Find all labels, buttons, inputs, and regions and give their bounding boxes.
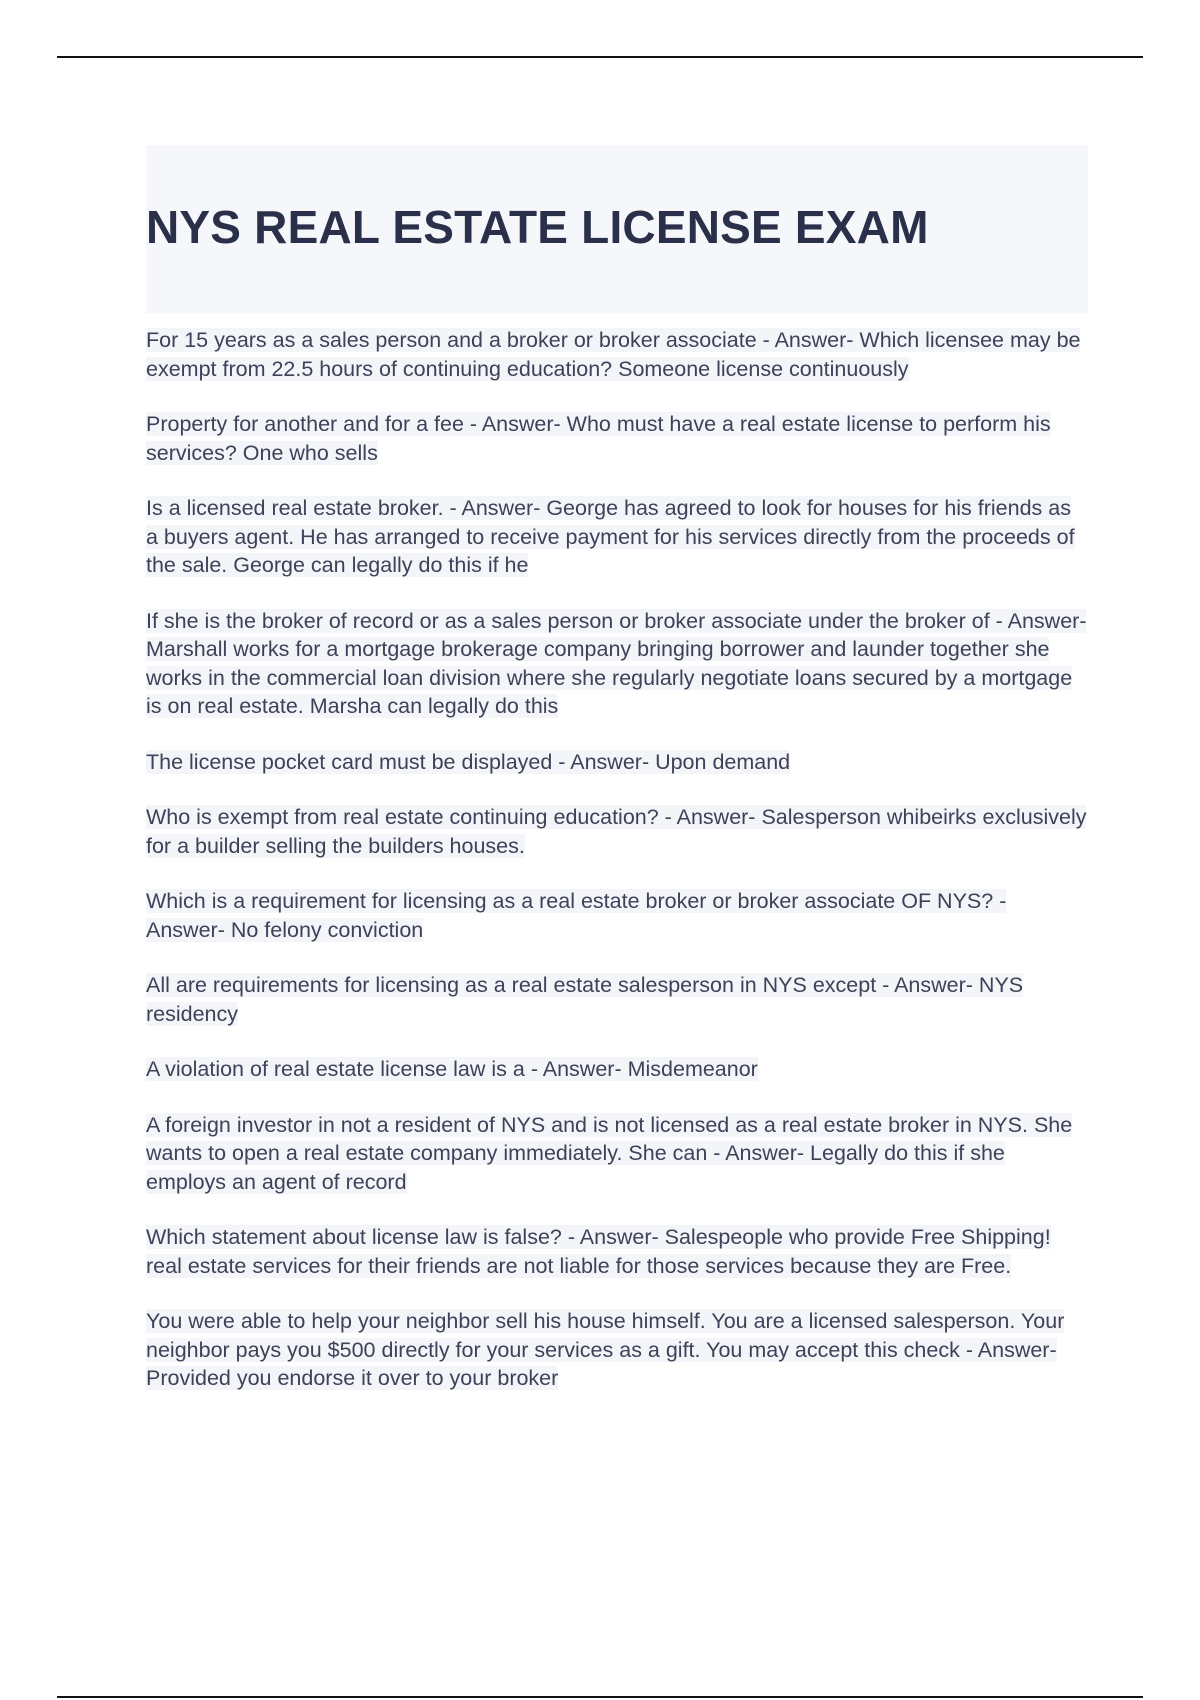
qa-item [146,748,1088,777]
qa-item [146,803,1088,860]
qa-item [146,607,1088,721]
qa-item [146,887,1088,944]
qa-text: Is a licensed real estate broker. - Answer- George has agreed to look for houses for his friends as a buyers agent. He has arranged to receive payment for his services directly from the proceeds of the sale. George can legally do this if he [146,496,1075,577]
document-title: NYS REAL ESTATE LICENSE EXAM [146,201,929,253]
qa-text: If she is the broker of record or as a sales person or broker associate under the broker of - Answer- Marshall works for a mortgage brokerage company bringing borrower and launder together she works in the commercial loan division where she regularly negotiate loans secured by a mortgage is on real estate. Marsha can legally do this [146,608,1087,718]
qa-item [146,971,1088,1028]
top-rule [57,56,1143,58]
qa-text: You were able to help your neighbor sell his house himself. You are a licensed salesperson. Your neighbor pays you $500 directly for your services as a gift. You may accept this check - Answer- Provided you endorse it over to your broker [146,1309,1065,1390]
qa-text: A foreign investor in not a resident of NYS and is not licensed as a real estate broker in NYS. She wants to open a real estate company immediately. She can - Answer- Legally do this if she employs an agent of record [146,1112,1073,1194]
qa-text: The license pocket card must be displayed - Answer- Upon demand [146,749,791,774]
qa-item [146,326,1088,383]
qa-text: Who is exempt from real estate continuing education? - Answer- Salesperson whibeirks exclusively for a builder selling the builders houses. [146,805,1087,858]
qa-text: Which statement about license law is false? - Answer- Salespeople who provide Free Shipping! real estate services for their friends are not liable for those services because they are Free. [146,1225,1051,1278]
document-body [146,145,1088,1420]
qa-item [146,410,1088,467]
qa-item [146,1307,1088,1393]
qa-text: For 15 years as a sales person and a broker or broker associate - Answer- Which licensee may be exempt from 22.5 hours of continuing education? Someone license continuously [146,328,1081,381]
qa-text: Property for another and for a fee - Answer- Who must have a real estate license to perform his services? One who sells [146,412,1051,465]
qa-item [146,494,1088,580]
qa-text: A violation of real estate license law is a - Answer- Misdemeanor [146,1057,758,1081]
qa-text: All are requirements for licensing as a real estate salesperson in NYS except - Answer- NYS residency [146,973,1024,1026]
bottom-rule [57,1696,1143,1698]
qa-item [146,1111,1088,1197]
qa-item [146,1055,1088,1084]
qa-text: Which is a requirement for licensing as a real estate broker or broker associate OF NYS? - Answer- No felony conviction [146,889,1007,942]
title-band [146,145,1088,313]
qa-item [146,1223,1088,1280]
qa-list [146,326,1088,1393]
